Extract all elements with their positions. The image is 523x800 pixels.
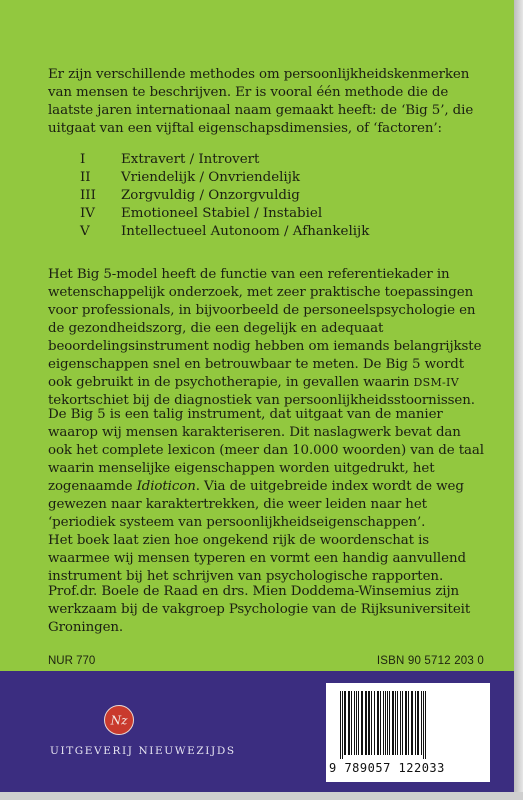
barcode-bar [411,691,413,755]
barcode-bar [385,691,386,755]
barcode-bar [354,691,355,755]
authors-text: Prof.dr. Boele de Raad en drs. Mien Doddema-Winsemius zijn werkzaam bij de vakgroep Psychologie van de Rijksuniversiteit Groningen. [48,584,471,635]
factor-item [80,187,460,205]
lexicon-text-second: Het boek laat zien hoe ongekend rijk de woordenschat is waarmee wij mensen typeren en vormt een handig aanvullend instrument bij het schrijven van psychologische rapporten. [48,533,466,584]
barcode-bar [425,691,426,759]
dsm-abbreviation: DSM-IV [413,376,459,389]
factor-label: Intellectueel Autonoom / Afhankelijk [121,224,370,239]
page-edge [514,0,523,800]
barcode-bar [408,691,409,755]
barcode-bar [358,691,359,755]
barcode-bar [380,691,381,755]
model-text-end: tekortschiet bij de diagnostiek van persoonlijkheidsstoornissen. [48,393,475,408]
page-edge-bottom [0,792,523,800]
barcode-bar [356,691,357,755]
barcode-digits: 9 789057 122033 [329,761,445,775]
lexicon-paragraph [48,406,488,586]
barcode-bar [351,691,352,755]
publisher-footer [0,671,514,792]
nur-code: NUR 770 [48,655,96,667]
barcode-bar [348,691,350,755]
factor-number: I [80,152,86,167]
factor-item [80,169,460,187]
factor-label: Emotioneel Stabiel / Instabiel [121,206,323,221]
model-paragraph [48,266,488,410]
barcode-bar [423,691,424,759]
barcode-bar [415,691,416,755]
barcode [326,683,490,782]
barcode-bar [417,691,419,755]
barcode-bar [377,691,379,755]
factor-label: Zorgvuldig / Onzorgvuldig [121,188,300,203]
factor-number: V [80,224,90,239]
nz-monogram-icon [108,709,130,731]
barcode-bar [402,691,403,755]
barcode-bar [400,691,401,755]
barcode-bar [365,691,367,755]
barcode-bar [374,691,375,755]
barcode-bar [340,691,341,759]
barcode-bar [368,691,370,755]
isbn-number: ISBN 90 5712 203 0 [376,655,484,667]
factor-item [80,205,460,223]
intro-text: Er zijn verschillende methodes om persoonlijkheidskenmerken van mensen te beschrijven. Er is vooral één methode die de laatste jaren internationaal naam gemaakt heeft: de ‘Big 5’, die uitgaat van een vijftal eigenschapsdimensies, of ‘factoren’: [48,67,474,136]
publisher-logo-icon [104,705,134,735]
barcode-bar [397,691,398,755]
barcode-bar [405,691,407,755]
idioticon-title: Idioticon [136,479,196,494]
barcode-bar [342,691,343,759]
factor-item [80,151,460,169]
barcode-bar [395,691,396,755]
barcode-bar [383,691,384,755]
model-text-start: Het Big 5-model heeft de functie van een referentiekader in wetenschappelijk onderzoek, met zeer praktische toepassingen voor professionals, in bijvoorbeeld de personeelspsychologie en de gezondheidszorg, die een degelijk en adequaat beoordelingsinstrument nodig hebben om iemands belangrijkste eigenschappen snel en betrouwbaar te meten. De Big 5 wordt ook gebruikt in de psychotherapie, in gevallen waarin [48,267,482,390]
factor-label: Extravert / Introvert [121,152,260,167]
factor-label: Vriendelijk / Onvriendelijk [121,170,300,185]
svg-text:Nz: Nz [110,713,128,728]
lexicon-text-start: De Big 5 is een talig instrument, dat uitgaat van de manier waarop wij mensen karakteriseren. Dit naslagwerk bevat dan ook het complete lexicon (meer dan 10.000 woorden) van de taal waarin menselijke eigenschappen worden uitgedrukt, het zogenaamde [48,407,484,494]
barcode-bar [389,691,390,755]
barcode-bar [371,691,372,755]
factor-number: III [80,188,96,203]
barcode-bar [392,691,394,755]
barcode-bar [361,691,363,755]
barcode-bar [421,691,422,755]
publisher-name: UITGEVERIJ NIEUWEZIJDS [50,745,236,757]
barcode-bar [387,691,388,755]
intro-paragraph [48,66,488,138]
authors-paragraph [48,583,488,637]
factor-list [80,151,460,241]
barcode-bars [338,691,478,759]
lexicon-text-end: . Via de uitgebreide index wordt de weg gewezen naar karaktertrekken, die weer leiden naar het ‘periodiek systeem van persoonlijkheidseigenschappen’. [48,479,464,530]
barcode-bar [344,691,346,755]
factor-number: IV [80,206,95,221]
factor-number: II [80,170,91,185]
factor-item [80,223,460,241]
